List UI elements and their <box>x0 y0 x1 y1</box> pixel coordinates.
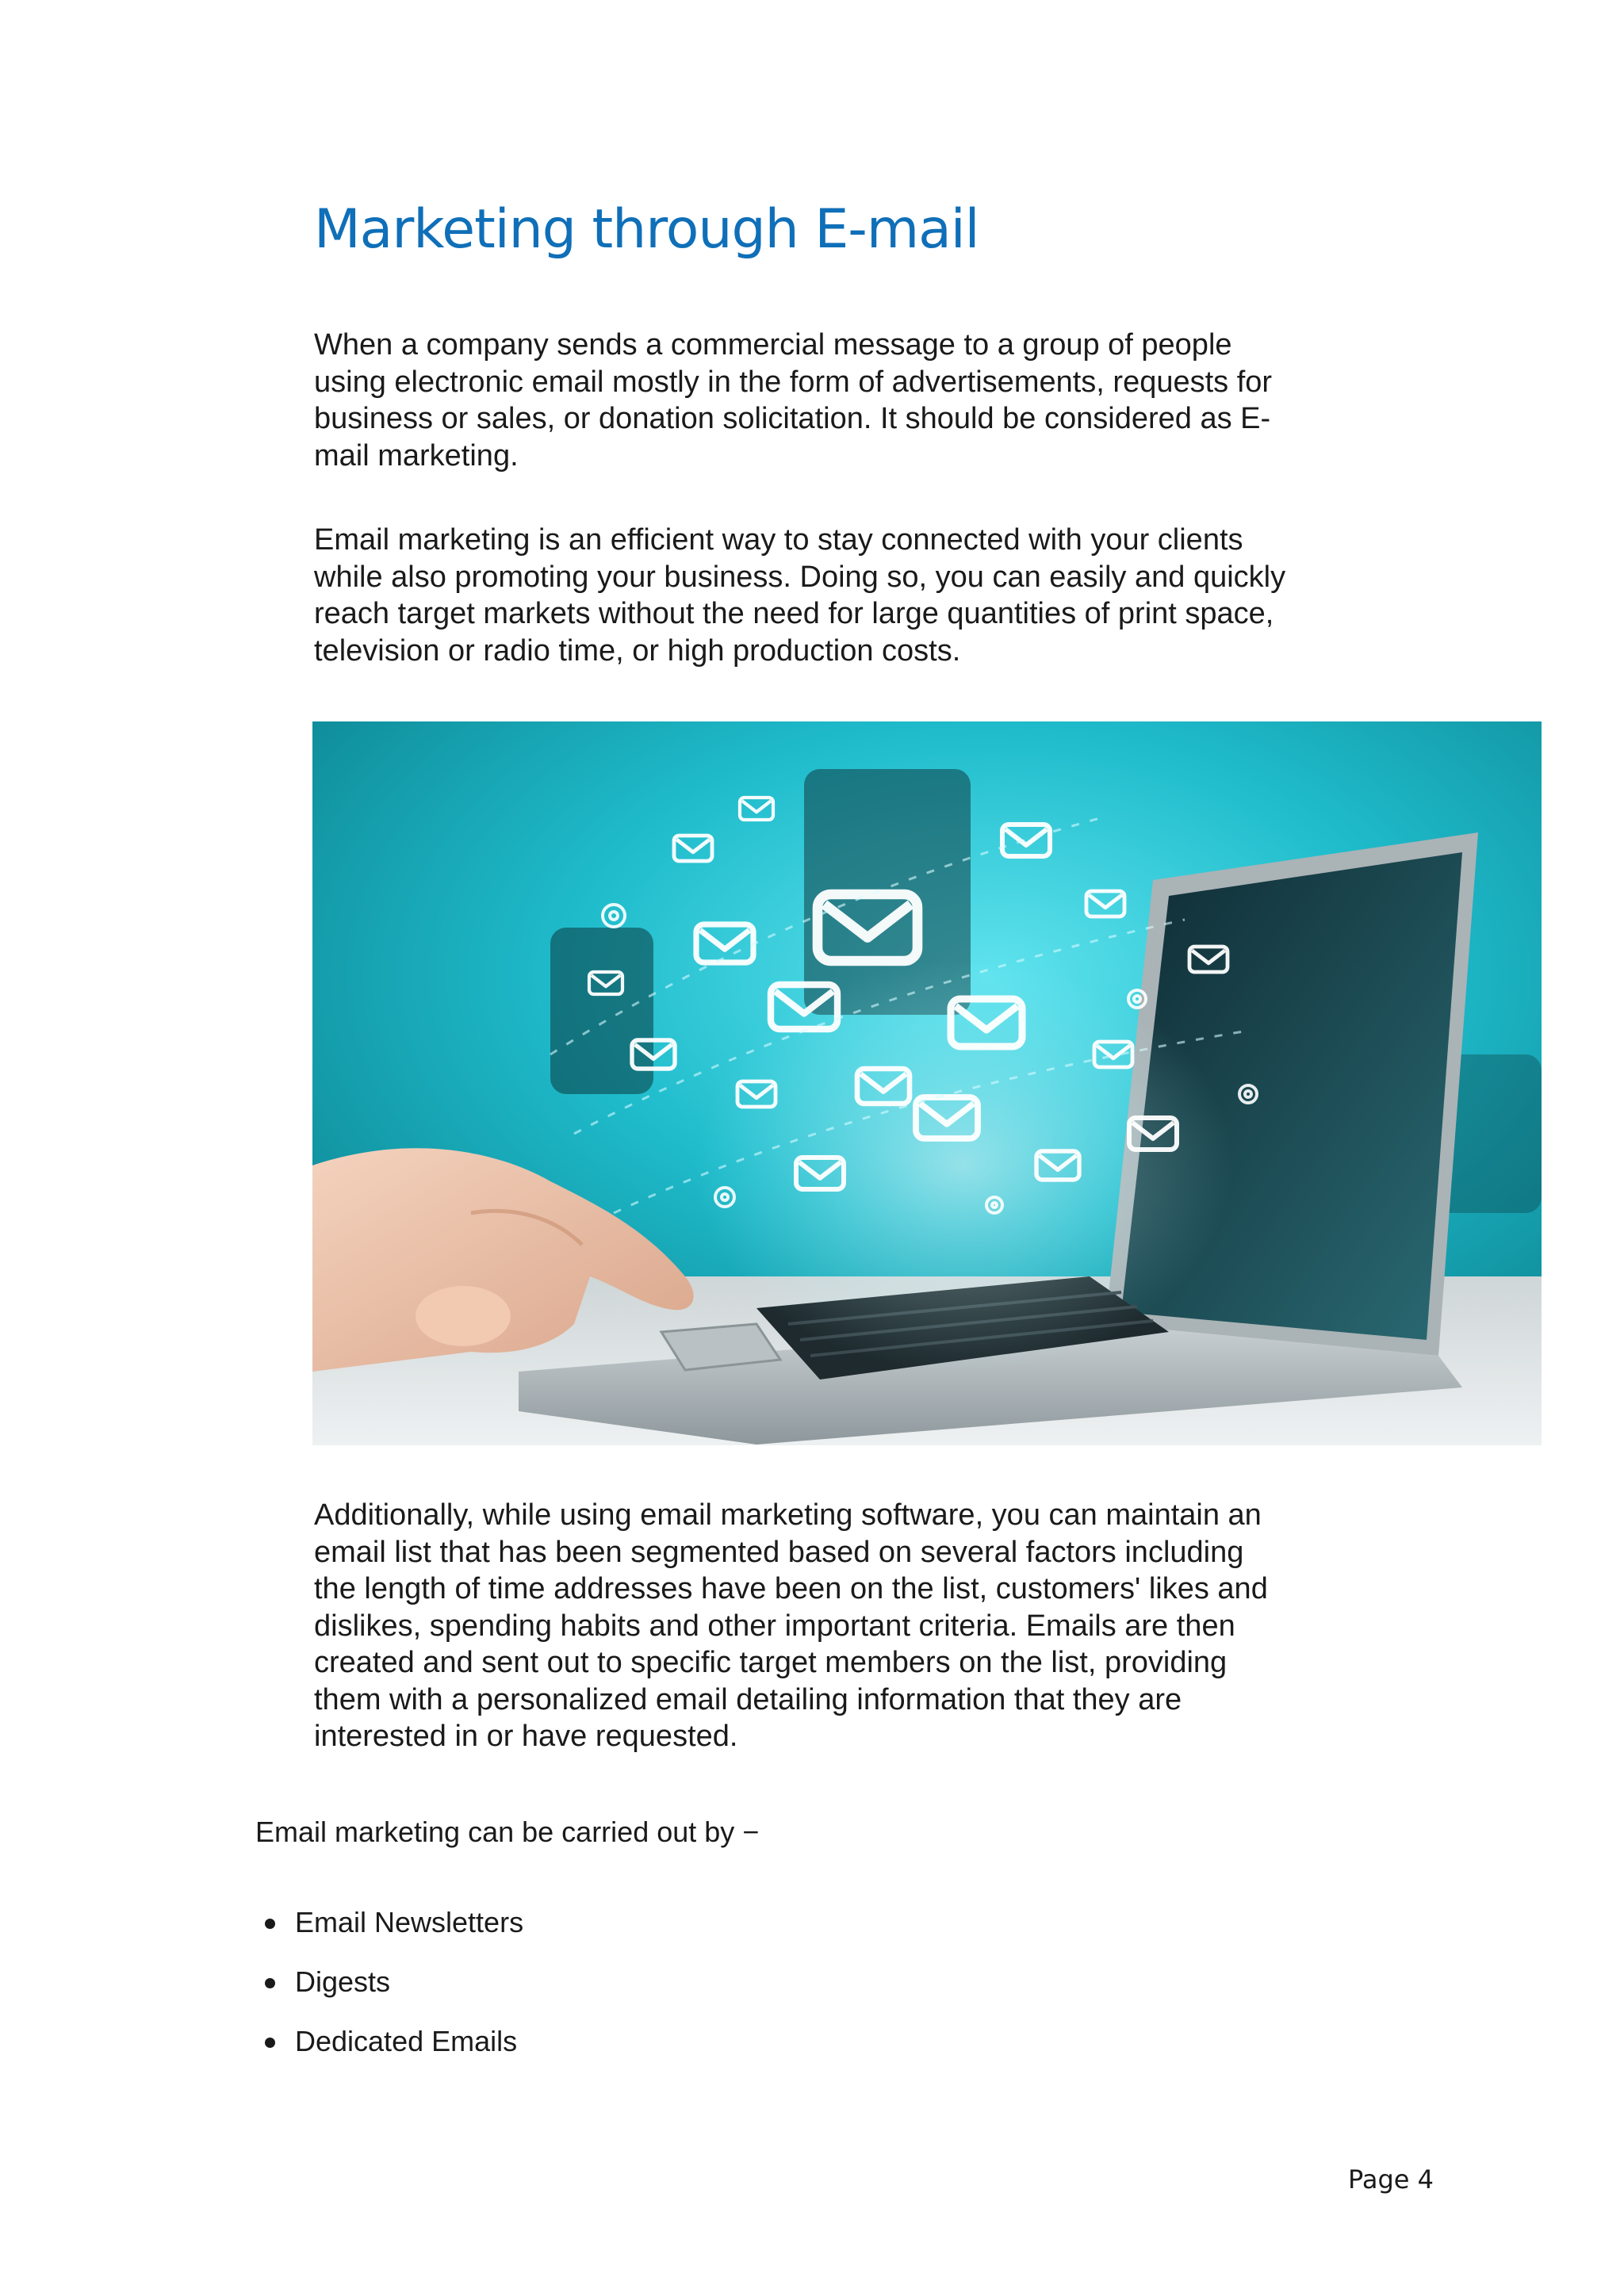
methods-list <box>255 1899 523 2077</box>
list-item-label: Digests <box>295 1965 391 1998</box>
page-title: Marketing through E-mail <box>314 198 979 261</box>
list-item <box>255 1899 523 1958</box>
list-item-label: Email Newsletters <box>295 1906 524 1938</box>
list-item <box>255 2018 523 2077</box>
list-item <box>255 1958 523 2018</box>
list-item-label: Dedicated Emails <box>295 2025 518 2057</box>
laptop-email-illustration <box>312 721 1542 1445</box>
hero-image <box>312 721 1542 1445</box>
benefits-paragraph: Email marketing is an efficient way to stay connected with your clients while also promoting your business. Doing so, you can easily and quickly reach target markets without the need for large quantities of print space, television or radio time, or high production costs. <box>314 523 1286 668</box>
intro-paragraph: When a company sends a commercial message to a group of people using electronic email mostly in the form of advertisements, requests for business or sales, or donation solicitation. It should be considered as E- mail marketing. <box>314 328 1273 473</box>
bullet-icon <box>265 1919 275 1929</box>
bullet-icon <box>265 1978 275 1988</box>
bullet-icon <box>265 2038 275 2048</box>
list-intro: Email marketing can be carried out by − <box>255 1816 760 1848</box>
segmentation-paragraph: Additionally, while using email marketing software, you can maintain an email list that has been segmented based on several factors including the length of time addresses have been on the list, customers' likes and dislikes, spending habits and other important criteria. Emails are then created and sent out to specific target members on the list, providing them with a personalized email detailing information that they are interested in or have requested. <box>314 1498 1268 1753</box>
page-number: Page 4 <box>1348 2164 1434 2195</box>
